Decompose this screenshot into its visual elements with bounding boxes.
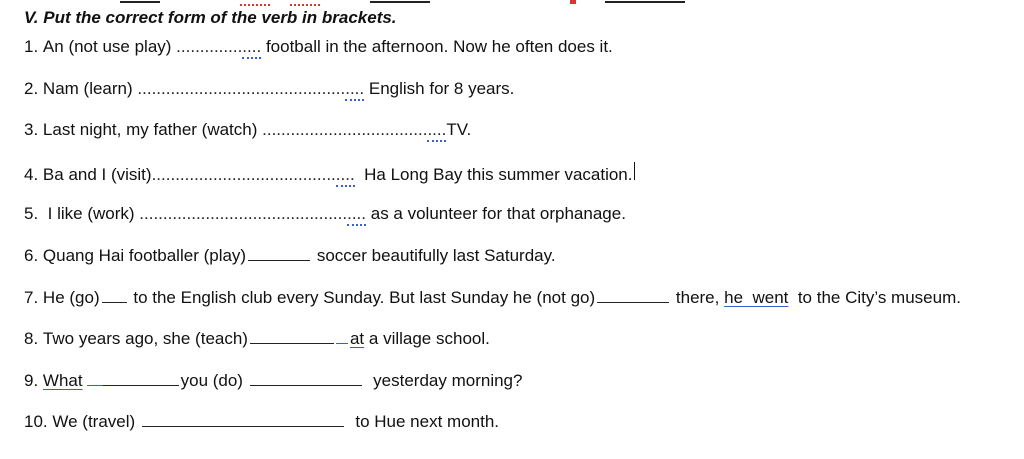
answer-blank-marked xyxy=(87,371,103,386)
answer-blank[interactable]: ................................... xyxy=(262,120,428,139)
answer-blank[interactable]: .............. xyxy=(176,37,243,56)
exercise-item-9 xyxy=(24,371,522,391)
answer-blank[interactable] xyxy=(250,329,334,344)
answer-blank-marked: .... xyxy=(336,165,355,187)
answer-blank[interactable] xyxy=(142,412,344,427)
item-text: as a volunteer for that orphanage. xyxy=(370,204,626,223)
item-prompt: you (do) xyxy=(180,371,243,390)
item-text: to Hue next month. xyxy=(355,412,500,431)
exercise-item-8 xyxy=(24,329,490,349)
text-cursor xyxy=(634,162,635,180)
underlined-answer: What xyxy=(42,371,83,390)
item-text: to the English club every Sunday. But last Sunday he (not go) xyxy=(133,288,596,307)
item-prompt: I like (work) xyxy=(47,204,135,223)
item-number: 7. xyxy=(24,288,39,307)
item-text: TV. xyxy=(446,120,472,139)
answer-blank-marked: .... xyxy=(345,79,364,101)
item-text: yesterday morning? xyxy=(373,371,523,390)
item-prompt: Ba and I (visit) xyxy=(42,165,152,184)
item-number: 5. xyxy=(24,204,39,223)
exercise-item-1 xyxy=(24,37,613,59)
answer-blank[interactable]: ....................................... xyxy=(151,165,336,184)
answer-blank[interactable] xyxy=(250,371,362,386)
exercise-item-10 xyxy=(24,412,499,432)
exercise-item-2 xyxy=(24,79,514,101)
answer-blank[interactable] xyxy=(102,288,127,303)
item-number: 2. xyxy=(24,79,39,98)
exercise-item-3 xyxy=(24,120,471,142)
cropped-previous-line xyxy=(0,0,1024,6)
item-number: 9. xyxy=(24,371,39,390)
underlined-answer: he went xyxy=(724,288,789,307)
item-text: there, xyxy=(675,288,720,307)
answer-blank-marked: .... xyxy=(242,37,261,59)
item-number: 3. xyxy=(24,120,39,139)
item-number: 4. xyxy=(24,165,39,184)
item-prompt: Two years ago, she (teach) xyxy=(42,329,248,348)
answer-blank-marked xyxy=(336,329,348,344)
answer-blank[interactable]: ............................................ xyxy=(139,204,348,223)
item-text: English for 8 years. xyxy=(368,79,515,98)
item-number: 6. xyxy=(24,246,39,265)
item-number: 10. xyxy=(24,412,48,431)
exercise-item-7 xyxy=(24,288,961,308)
exercise-item-5 xyxy=(24,204,626,226)
answer-blank-marked: .... xyxy=(427,120,446,142)
exercise-heading: V. Put the correct form of the verb in brackets. xyxy=(24,8,397,27)
answer-blank[interactable]: ............................................ xyxy=(137,79,346,98)
item-text: soccer beautifully last Saturday. xyxy=(316,246,556,265)
item-text: a village school. xyxy=(368,329,490,348)
item-prompt: Nam (learn) xyxy=(42,79,133,98)
answer-blank[interactable] xyxy=(248,246,310,261)
exercise-item-4 xyxy=(24,162,635,187)
answer-blank-marked: .... xyxy=(347,204,366,226)
item-text: football in the afternoon. Now he often does it. xyxy=(265,37,613,56)
item-prompt: We (travel) xyxy=(52,412,136,431)
answer-blank[interactable] xyxy=(597,288,669,303)
item-number: 8. xyxy=(24,329,39,348)
item-number: 1. xyxy=(24,37,39,56)
underlined-answer: at xyxy=(349,329,365,348)
item-prompt: Quang Hai footballer (play) xyxy=(42,246,247,265)
item-text: Ha Long Bay this summer vacation. xyxy=(364,165,633,184)
answer-blank[interactable] xyxy=(103,371,179,386)
item-text: to the City’s museum. xyxy=(797,288,961,307)
item-prompt: Last night, my father (watch) xyxy=(42,120,258,139)
item-prompt: He (go) xyxy=(42,288,100,307)
item-prompt: An (not use play) xyxy=(42,37,172,56)
exercise-item-6 xyxy=(24,246,556,266)
